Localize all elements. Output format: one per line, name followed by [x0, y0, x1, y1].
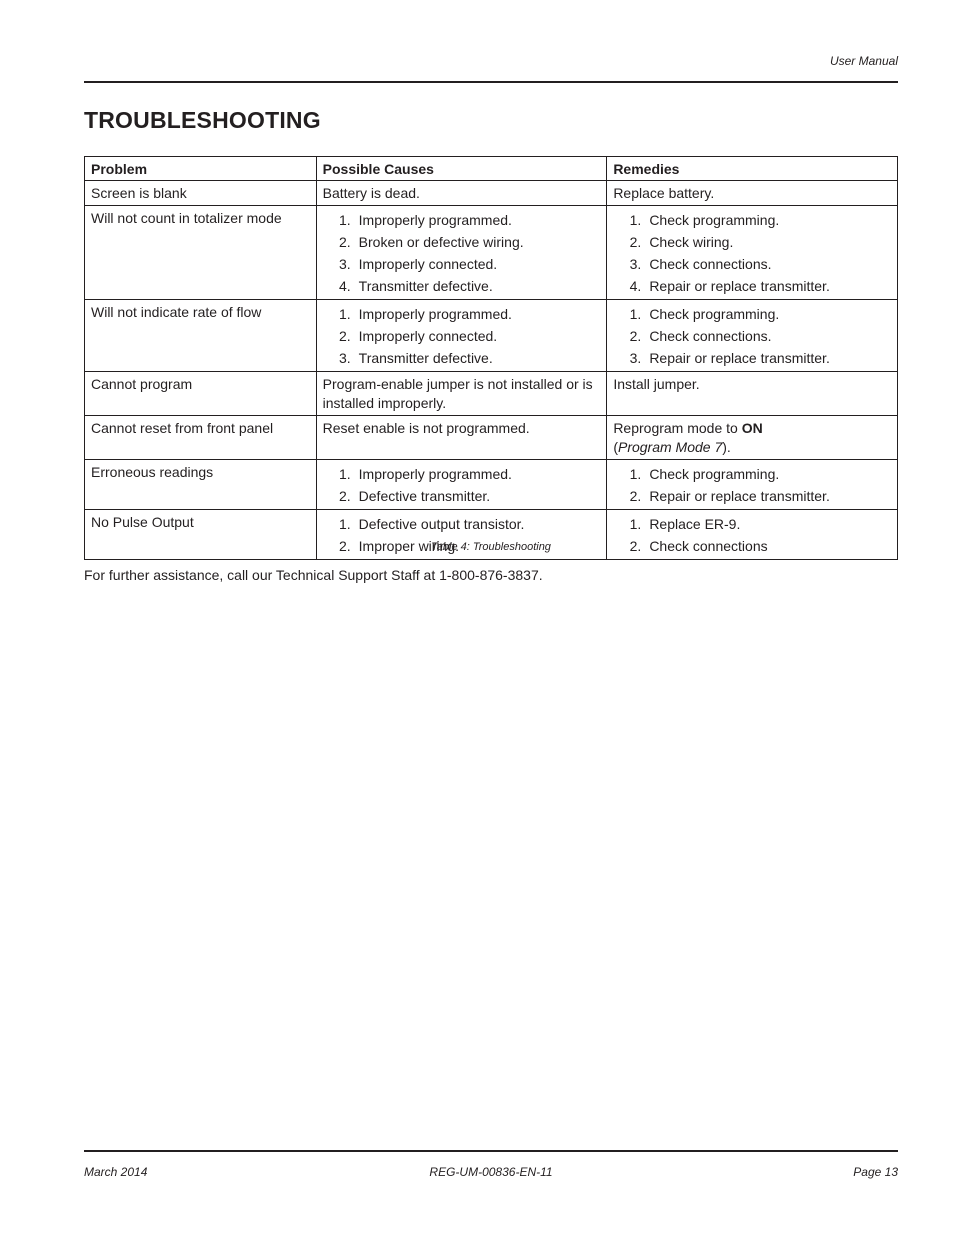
- table-row: [85, 181, 898, 206]
- remedies-cell: Replace battery.: [607, 181, 898, 206]
- list-text: Transmitter defective.: [358, 278, 493, 294]
- table-caption: Table 4: Troubleshooting: [431, 541, 551, 553]
- list-number: 3.: [629, 350, 642, 366]
- causes-cell: [316, 206, 607, 300]
- list-text: Repair or replace transmitter.: [649, 488, 830, 504]
- troubleshooting-table: [84, 156, 898, 560]
- list-text: Improperly programmed.: [358, 306, 512, 322]
- remedies-cell: [607, 300, 898, 372]
- remedies-cell: [607, 460, 898, 510]
- list-text: Improperly connected.: [358, 328, 498, 344]
- table-row: [85, 416, 898, 460]
- list-number: 1.: [629, 306, 642, 322]
- list-number: 1.: [338, 212, 351, 228]
- list-item: [323, 209, 602, 231]
- list-item: [613, 253, 892, 275]
- list-item: [613, 275, 892, 297]
- list-item: [613, 485, 892, 507]
- list-text: Replace ER-9.: [649, 516, 741, 532]
- list-number: 4.: [338, 278, 351, 294]
- list-text: Defective output transistor.: [358, 516, 525, 532]
- problem-cell: Will not count in totalizer mode: [85, 206, 317, 300]
- footer-doc-id: REG-UM-00836-EN-11: [429, 1165, 553, 1179]
- list-number: 1.: [338, 306, 351, 322]
- remedy-paren-close: ).: [722, 439, 731, 455]
- table-row: [85, 300, 898, 372]
- problem-cell: Cannot reset from front panel: [85, 416, 317, 460]
- list-number: 3.: [629, 256, 642, 272]
- list-item: [323, 463, 602, 485]
- list-text: Check programming.: [649, 212, 780, 228]
- footer-page-number: Page 13: [853, 1165, 898, 1179]
- column-header-problem: Problem: [85, 157, 317, 181]
- list-item: [613, 325, 892, 347]
- list-item: [323, 231, 602, 253]
- list-text: Improper wiring.: [358, 538, 460, 554]
- remedies-cell: [607, 416, 898, 460]
- list-item: [323, 485, 602, 507]
- list-item: [323, 325, 602, 347]
- list-text: Repair or replace transmitter.: [649, 278, 830, 294]
- list-item: [613, 303, 892, 325]
- column-header-causes: Possible Causes: [316, 157, 607, 181]
- table-header-row: [85, 157, 898, 181]
- list-number: 3.: [338, 350, 351, 366]
- column-header-remedies: Remedies: [607, 157, 898, 181]
- list-text: Improperly programmed.: [358, 212, 512, 228]
- list-number: 3.: [338, 256, 351, 272]
- remedy-text: Reprogram mode to: [613, 420, 742, 436]
- table-row: [85, 460, 898, 510]
- list-number: 1.: [338, 466, 351, 482]
- list-text: Check connections.: [649, 256, 772, 272]
- list-number: 1.: [629, 212, 642, 228]
- remedies-cell: Install jumper.: [607, 372, 898, 416]
- table-row: [85, 206, 898, 300]
- list-number: 2.: [338, 488, 351, 504]
- table-row: [85, 372, 898, 416]
- list-number: 2.: [338, 234, 351, 250]
- list-text: Check programming.: [649, 466, 780, 482]
- list-number: 2.: [338, 538, 351, 554]
- list-number: 1.: [629, 466, 642, 482]
- causes-cell: Battery is dead.: [316, 181, 607, 206]
- list-number: 2.: [629, 328, 642, 344]
- list-item: [323, 253, 602, 275]
- problem-cell: No Pulse Output: [85, 510, 317, 560]
- list-text: Improperly programmed.: [358, 466, 512, 482]
- list-text: Defective transmitter.: [358, 488, 491, 504]
- list-text: Repair or replace transmitter.: [649, 350, 830, 366]
- list-item: [613, 209, 892, 231]
- list-number: 2.: [338, 328, 351, 344]
- remedies-cell-list: [613, 303, 892, 369]
- list-item: [323, 275, 602, 297]
- remedies-cell-list: [613, 463, 892, 507]
- remedy-mode-value: ON: [741, 420, 763, 436]
- list-item: [613, 513, 892, 535]
- list-text: Check connections: [649, 538, 768, 554]
- list-text: Check programming.: [649, 306, 780, 322]
- remedy-paren-open: (: [613, 439, 618, 455]
- header-rule: [84, 81, 898, 83]
- problem-cell: Erroneous readings: [85, 460, 317, 510]
- list-text: Transmitter defective.: [358, 350, 493, 366]
- list-item: [323, 513, 602, 535]
- footer-rule: [84, 1150, 898, 1152]
- running-header: User Manual: [829, 54, 898, 68]
- remedies-cell-list: [613, 209, 892, 297]
- list-item: [323, 303, 602, 325]
- list-text: Broken or defective wiring.: [358, 234, 524, 250]
- causes-cell: [316, 460, 607, 510]
- problem-cell: Screen is blank: [85, 181, 317, 206]
- list-number: 2.: [629, 234, 642, 250]
- list-number: 2.: [629, 538, 642, 554]
- causes-cell-list: [323, 209, 602, 297]
- list-text: Check connections.: [649, 328, 772, 344]
- causes-cell-list: [323, 463, 602, 507]
- footer-date: March 2014: [84, 1165, 148, 1179]
- list-item: [613, 347, 892, 369]
- list-number: 2.: [629, 488, 642, 504]
- support-note: For further assistance, call our Technical Support Staff at 1-800-876-3837.: [84, 567, 543, 583]
- list-item: [613, 463, 892, 485]
- remedy-mode-reference: Program Mode 7: [617, 439, 723, 455]
- causes-cell: Program-enable jumper is not installed or is installed improperly.: [316, 372, 607, 416]
- list-number: 1.: [629, 516, 642, 532]
- causes-cell: [316, 300, 607, 372]
- causes-cell: Reset enable is not programmed.: [316, 416, 607, 460]
- list-item: [323, 347, 602, 369]
- list-text: Check wiring.: [649, 234, 734, 250]
- remedies-cell: [607, 206, 898, 300]
- list-number: 4.: [629, 278, 642, 294]
- list-item: [613, 231, 892, 253]
- section-title: TROUBLESHOOTING: [84, 107, 321, 133]
- problem-cell: Cannot program: [85, 372, 317, 416]
- causes-cell-list: [323, 303, 602, 369]
- list-number: 1.: [338, 516, 351, 532]
- list-text: Improperly connected.: [358, 256, 498, 272]
- problem-cell: Will not indicate rate of flow: [85, 300, 317, 372]
